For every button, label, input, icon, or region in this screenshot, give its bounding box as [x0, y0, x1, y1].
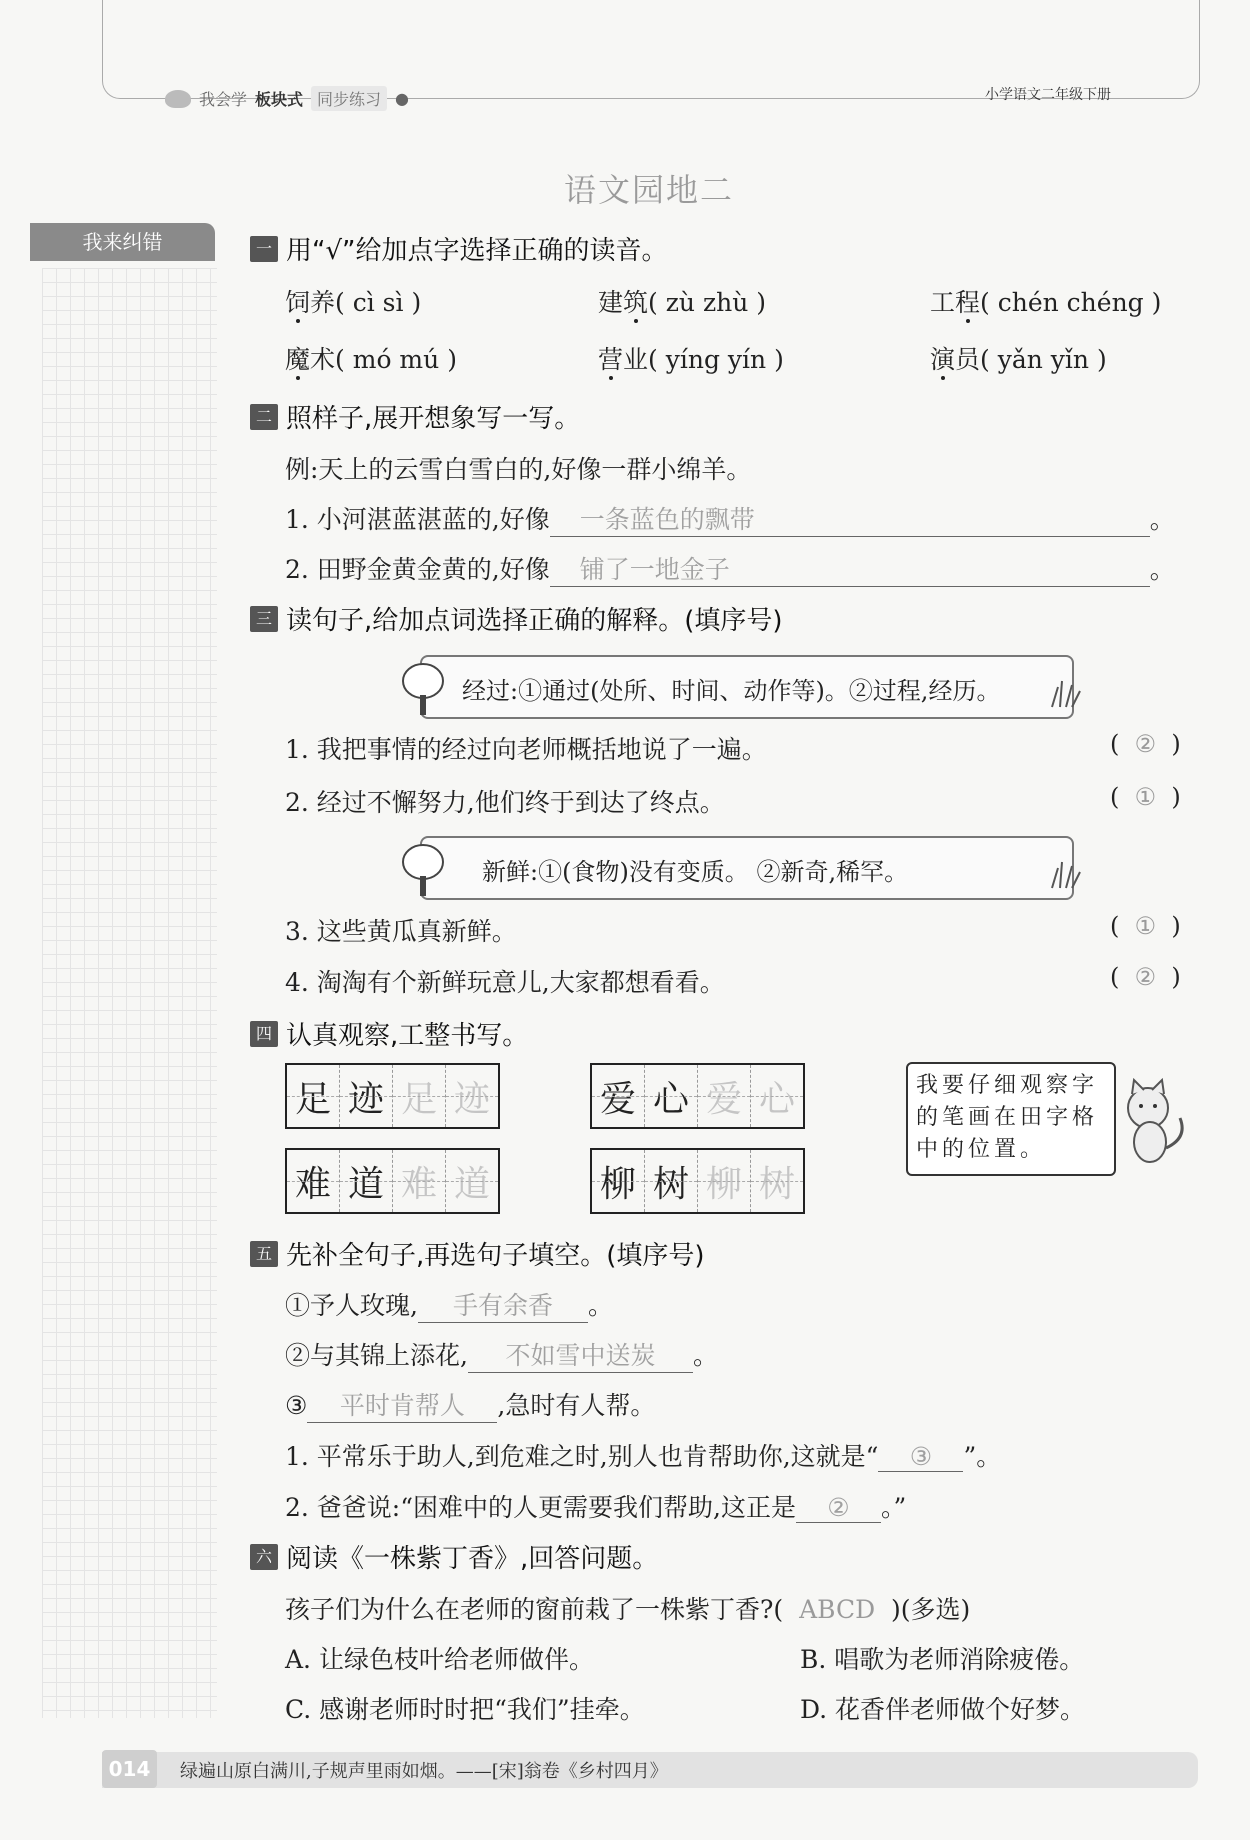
item-char: 魔: [285, 345, 311, 374]
section-number: 一: [250, 236, 278, 262]
tree-icon: [400, 661, 446, 717]
item-char: 筑: [623, 288, 649, 317]
question-text: ”。: [963, 1442, 1002, 1471]
brand-name: 我会学: [199, 90, 248, 109]
answer-blank[interactable]: 平时肯帮人: [307, 1386, 497, 1423]
fill-line: [285, 1286, 613, 1323]
section-6-heading: [250, 1538, 658, 1575]
item-char: 员: [955, 345, 981, 374]
section-number: 五: [250, 1241, 278, 1267]
section-title: 阅读《一株紫丁香》,回答问题。: [286, 1544, 659, 1574]
answer-value: ①: [1134, 783, 1157, 811]
answer-paren[interactable]: ( ① ): [1110, 912, 1181, 940]
grass-icon: [1048, 679, 1084, 709]
answer-paren[interactable]: ( ② ): [1110, 730, 1181, 758]
side-grid: [42, 268, 217, 1718]
pinyin-options[interactable]: ( chén chéng ): [980, 288, 1162, 317]
section-title: 用“√”给加点字选择正确的读音。: [286, 236, 668, 266]
item-char: 演: [930, 345, 956, 374]
item-char: 养: [310, 288, 336, 317]
section-number: 六: [250, 1544, 278, 1570]
side-tab: 我来纠错: [30, 223, 215, 261]
pinyin-options[interactable]: ( yǎn yǐn ): [980, 345, 1107, 374]
section-4-heading: [250, 1015, 528, 1052]
pinyin-item: [598, 340, 784, 376]
page-title: 语文园地二: [563, 171, 734, 209]
writing-grid[interactable]: [285, 1063, 500, 1129]
page-number: 014: [102, 1750, 157, 1788]
grid-cell: 树: [644, 1150, 697, 1212]
line-text: ②与其锦上添花,: [285, 1341, 468, 1370]
item-char: 业: [623, 345, 649, 374]
option-a[interactable]: A. 让绿色枝叶给老师做伴。: [285, 1645, 594, 1674]
option-c[interactable]: C. 感谢老师时时把“我们”挂牵。: [285, 1695, 645, 1724]
answer-blank[interactable]: 铺了一地金子: [550, 550, 1150, 587]
definition-box: [420, 655, 1074, 719]
tip-bubble: [906, 1062, 1116, 1176]
question-text: 。”: [880, 1493, 907, 1522]
question-text: 1. 小河湛蓝湛蓝的,好像: [285, 505, 550, 534]
answer-blank[interactable]: ③: [878, 1442, 963, 1472]
grid-cell: 迹: [445, 1065, 498, 1127]
question-row: [285, 500, 1175, 537]
line-text: ,急时有人帮。: [497, 1391, 656, 1420]
brand-icon: [165, 90, 191, 108]
question-row: [285, 1437, 1001, 1473]
answer-value: ②: [1134, 963, 1157, 991]
definition-text: 经过:①通过(处所、时间、动作等)。②过程,经历。: [462, 677, 1001, 705]
line-text: ③: [285, 1391, 308, 1420]
question-row: [285, 550, 1175, 587]
question-text: 4. 淘淘有个新鲜玩意儿,大家都想看看。: [285, 968, 725, 997]
section-3-heading: [250, 600, 783, 637]
grass-icon: [1048, 860, 1084, 890]
grid-cell: 足: [392, 1065, 445, 1127]
grid-cell: 爱: [592, 1065, 644, 1127]
section-2-heading: [250, 398, 580, 435]
pinyin-options[interactable]: ( zù zhù ): [648, 288, 767, 317]
grid-cell: 柳: [697, 1150, 750, 1212]
question-text: 孩子们为什么在老师的窗前栽了一株紫丁香?(: [285, 1595, 784, 1624]
tip-text: 我要仔细观察字的笔画在田字格中的位置。: [916, 1073, 1099, 1162]
section-title: 照样子,展开想象写一写。: [286, 404, 581, 434]
line-text: 。: [692, 1341, 718, 1370]
grid-cell: 道: [339, 1150, 392, 1212]
book-title: 小学语文二年级下册: [985, 87, 1111, 103]
fill-line: [285, 1336, 718, 1373]
footer-quote: 绿遍山原白满川,子规声里雨如烟。——[宋]翁卷《乡村四月》: [180, 1761, 668, 1782]
pinyin-options[interactable]: ( cì sì ): [335, 288, 422, 317]
answer-blank[interactable]: 一条蓝色的飘带: [550, 500, 1150, 537]
tree-icon: [400, 842, 446, 898]
question-text: 2. 爸爸说:“困难中的人更需要我们帮助,这正是: [285, 1493, 796, 1522]
answer-value[interactable]: ABCD: [799, 1595, 876, 1624]
item-char: 饲: [285, 288, 311, 317]
question-row: [285, 1488, 906, 1524]
pinyin-options[interactable]: ( mó mú ): [335, 345, 457, 374]
example-sentence: 例:天上的云雪白雪白的,好像一群小绵羊。: [285, 455, 752, 484]
pinyin-item: [285, 283, 421, 319]
item-char: 建: [598, 288, 624, 317]
series-brand: 我会学 板块式 同步练习 ●: [165, 86, 409, 111]
question-row: [285, 1590, 970, 1626]
item-char: 营: [598, 345, 624, 374]
section-number: 三: [250, 606, 278, 632]
section-1-heading: [250, 230, 668, 267]
pinyin-item: [930, 340, 1107, 376]
option-b[interactable]: B. 唱歌为老师消除疲倦。: [800, 1645, 1085, 1674]
answer-paren[interactable]: ( ② ): [1110, 963, 1181, 991]
answer-paren[interactable]: ( ① ): [1110, 783, 1181, 811]
series-name: 板块式: [255, 90, 304, 109]
item-char: 工: [930, 288, 956, 317]
answer-blank[interactable]: 手有余香: [418, 1286, 588, 1323]
grid-cell: 爱: [697, 1065, 750, 1127]
definition-box: [420, 836, 1074, 900]
writing-grid[interactable]: [590, 1063, 805, 1129]
definition-text: 新鲜:①(食物)没有变质。 ②新奇,稀罕。: [482, 858, 909, 886]
pinyin-options[interactable]: ( yíng yín ): [648, 345, 784, 374]
option-d[interactable]: D. 花香伴老师做个好梦。: [800, 1695, 1086, 1724]
section-number: 二: [250, 404, 278, 430]
grid-cell: 心: [750, 1065, 803, 1127]
period: 。: [1149, 555, 1175, 584]
grid-cell: 道: [445, 1150, 498, 1212]
line-text: ①予人玫瑰,: [285, 1291, 418, 1320]
question-text: 1. 平常乐于助人,到危难之时,别人也肯帮助你,这就是“: [285, 1442, 879, 1471]
answer-value: ②: [1134, 730, 1157, 758]
question-text: 1. 我把事情的经过向老师概括地说了一遍。: [285, 735, 767, 764]
answer-blank[interactable]: 不如雪中送炭: [468, 1336, 693, 1373]
question-text: 2. 经过不懈努力,他们终于到达了终点。: [285, 788, 725, 817]
item-char: 程: [955, 288, 981, 317]
grid-cell: 柳: [592, 1150, 644, 1212]
pinyin-item: [598, 283, 766, 319]
period: 。: [1149, 505, 1175, 534]
grid-cell: 树: [750, 1150, 803, 1212]
item-char: 术: [310, 345, 336, 374]
question-text: 3. 这些黄瓜真新鲜。: [285, 917, 517, 946]
grid-cell: 足: [287, 1065, 339, 1127]
pinyin-item: [930, 283, 1161, 319]
line-text: 。: [587, 1291, 613, 1320]
section-5-heading: [250, 1235, 705, 1272]
grid-cell: 迹: [339, 1065, 392, 1127]
pinyin-item: [285, 340, 457, 376]
section-title: 认真观察,工整书写。: [286, 1021, 529, 1051]
writing-grid[interactable]: [590, 1148, 805, 1214]
answer-blank[interactable]: ②: [796, 1493, 881, 1523]
answer-value: ①: [1134, 912, 1157, 940]
writing-grid[interactable]: [285, 1148, 500, 1214]
grid-cell: 难: [392, 1150, 445, 1212]
question-text: 2. 田野金黄金黄的,好像: [285, 555, 550, 584]
cat-icon: [1118, 1078, 1198, 1168]
series-sub: 同步练习: [311, 86, 387, 111]
question-text: )(多选): [891, 1595, 971, 1624]
grid-cell: 难: [287, 1150, 339, 1212]
fill-line: [285, 1386, 655, 1423]
section-title: 读句子,给加点词选择正确的解释。(填序号): [286, 606, 783, 636]
section-number: 四: [250, 1021, 278, 1047]
section-title: 先补全句子,再选句子填空。(填序号): [286, 1241, 705, 1271]
grid-cell: 心: [644, 1065, 697, 1127]
